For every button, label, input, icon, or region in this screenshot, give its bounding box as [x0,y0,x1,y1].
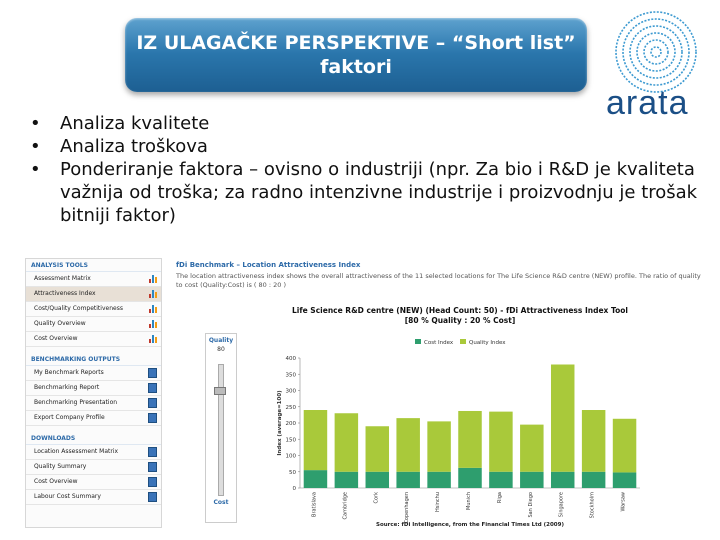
menu-item-cost-overview[interactable]: Cost Overview [26,332,161,347]
slider-track[interactable] [218,364,224,496]
bar [489,472,512,488]
bar [458,468,481,488]
bar [335,472,358,488]
menu-item-labour-cost[interactable]: Labour Cost Summary [26,490,161,505]
bar [304,470,327,488]
y-tick-label: 350 [285,372,296,379]
bullet-list [30,112,710,227]
attractiveness-bar-chart [275,306,655,532]
y-tick-label: 250 [285,404,296,411]
chart-subtitle: [80 % Quality : 20 % Cost] [404,316,516,325]
tools-panel [25,258,162,528]
bar [613,419,636,473]
bar [582,472,605,488]
document-icon [148,368,157,378]
chart-source: Source: fDi Intelligence, from the Financial Times Ltd (2009) [376,522,564,528]
document-icon [148,477,157,487]
bar [366,472,389,488]
menu-item-quality-overview[interactable]: Quality Overview [26,317,161,332]
x-tick-label: Munich [466,492,472,510]
content-heading: fDi Benchmark – Location Attractiveness Index [176,261,361,269]
x-tick-label: Cork [373,492,380,504]
section-benchmarking-outputs: BENCHMARKING OUTPUTS [26,353,161,366]
legend-swatch [415,339,421,344]
bar [520,425,543,472]
quality-cost-slider[interactable] [205,333,237,523]
bar [458,411,481,468]
bar-chart-icon [149,320,157,328]
y-axis-label: Index (average=100) [277,390,283,456]
document-icon [148,447,157,457]
menu-item-my-reports[interactable]: My Benchmark Reports [26,366,161,381]
bar [304,410,327,470]
document-icon [148,398,157,408]
bar-chart-icon [149,335,157,343]
bar [520,472,543,488]
menu-item-location-matrix[interactable]: Location Assessment Matrix [26,445,161,460]
y-tick-label: 50 [289,469,296,476]
bar [335,413,358,472]
menu-item-cost-quality[interactable]: Cost/Quality Competitiveness [26,302,161,317]
x-tick-label: Stockholm [589,492,596,519]
bar [427,472,450,488]
bar [396,472,419,488]
x-tick-label: Copenhagen [404,492,411,524]
bar [551,472,574,488]
bar [551,365,574,472]
bar [489,412,512,472]
section-analysis-tools: ANALYSIS TOOLS [26,259,161,272]
slider-cost-label: Cost [213,499,229,506]
legend-swatch [460,339,466,344]
bar [582,410,605,472]
bar [613,472,636,488]
chart-frame [275,306,655,532]
chart-title: Life Science R&D centre (NEW) (Head Count: 50) - fDi Attractiveness Index Tool [292,306,628,315]
content-description: The location attractiveness index shows the overall attractiveness of the 11 selected locations for The Life Science R&D centre (NEW) profile. The ratio of quality to cost (Quality:Cost) is ( 80 : 20 ) [176,272,701,289]
bar-chart-icon [149,290,157,298]
menu-item-attractiveness-index[interactable]: Attractiveness Index [26,287,161,302]
bullet-item: • Analiza troškova [30,136,208,157]
y-tick-label: 150 [285,437,296,444]
y-tick-label: 300 [285,388,296,395]
slider-quality-label: Quality [208,337,234,344]
y-tick-label: 400 [285,356,296,362]
title-line-1: IZ ULAGAČKE PERSPEKTIVE – “Short list” [136,32,576,54]
title-line-2: faktori [320,56,392,78]
bar-chart-icon [149,305,157,313]
x-tick-label: Warsaw [620,492,627,512]
slider-thumb[interactable] [214,387,226,395]
bar [366,426,389,472]
document-icon [148,383,157,393]
menu-item-benchmarking-presentation[interactable]: Benchmarking Presentation [26,396,161,411]
x-tick-label: San Diego [527,492,534,518]
slider-value: 80 [217,346,225,353]
menu-item-export-profile[interactable]: Export Company Profile [26,411,161,426]
x-tick-label: Riga [496,492,503,504]
section-downloads: DOWNLOADS [26,432,161,445]
title-banner [125,18,587,92]
document-icon [148,462,157,472]
menu-item-benchmarking-report[interactable]: Benchmarking Report [26,381,161,396]
bullet-item: • Ponderiranje faktora – ovisno o industriji (npr. Za bio i R&D je kvaliteta važnija od troška; za radno intenzivne industrije i proizvodnju je trošak bitniji faktor) [30,159,698,226]
document-icon [148,492,157,502]
x-tick-label: Cambridge [342,492,349,520]
y-tick-label: 200 [285,421,296,427]
x-tick-label: Singapore [558,492,565,518]
y-tick-label: 100 [285,453,296,460]
menu-item-quality-summary[interactable]: Quality Summary [26,460,161,475]
document-icon [148,413,157,423]
logo-text: arata [606,84,689,122]
y-tick-label: 0 [292,486,296,492]
bullet-item: • Analiza kvalitete [30,113,210,134]
menu-item-cost-overview-download[interactable]: Cost Overview [26,475,161,490]
bar [427,421,450,471]
bar [396,418,419,472]
menu-item-assessment-matrix[interactable]: Assessment Matrix [26,272,161,287]
x-tick-label: Bratislava [311,492,318,517]
x-tick-label: Hsinchu [435,492,442,513]
legend-label: Quality Index [469,340,506,346]
bar-chart-icon [149,275,157,283]
legend-label: Cost Index [424,340,454,346]
